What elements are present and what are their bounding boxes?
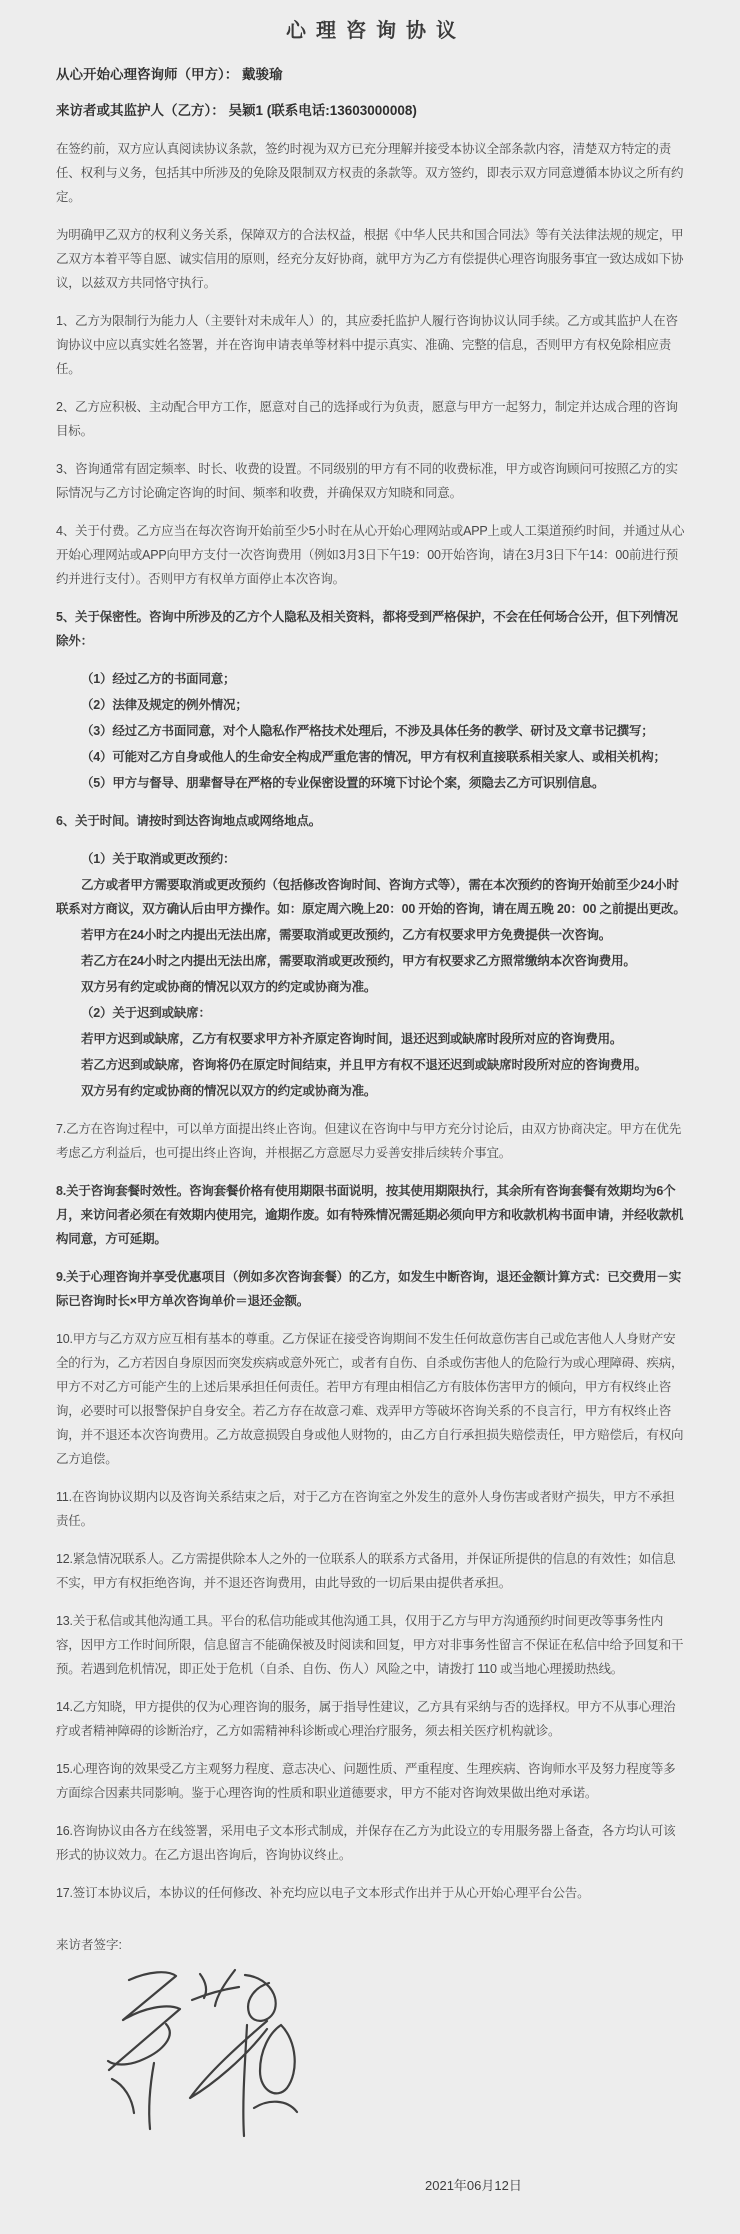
clause-6-cancel-heading: （1）关于取消或更改预约： (81, 852, 236, 866)
signature-ink-strokes (96, 1967, 311, 2149)
clause-5-item-1: （1）经过乙方的书面同意； (81, 672, 236, 686)
party-b-line: 来访者或其监护人（乙方）： 吴颖1 (联系电话:13603000008) (56, 103, 417, 118)
signature-label: 来访者签字: (56, 1938, 122, 1952)
clause-2: 2、乙方应积极、主动配合甲方工作，愿意对自己的选择或行为负责，愿意与甲方一起努力，制定并达成合理的咨询目标。 (56, 400, 678, 438)
clause-5-item-2: （2）法律及规定的例外情况； (81, 698, 248, 712)
clause-11: 11.在咨询协议期内以及咨询关系结束之后，对于乙方在咨询室之外发生的意外人身伤害或者财产损失，甲方不承担责任。 (56, 1490, 675, 1528)
clause-6-late-party-a: 若甲方迟到或缺席，乙方有权要求甲方补齐原定咨询时间，退还迟到或缺席时段所对应的咨询费用。 (81, 1032, 623, 1046)
clause-5-item-3: （3）经过乙方书面同意，对个人隐私作严格技术处理后，不涉及具体任务的教学、研讨及文章书记撰写； (81, 724, 654, 738)
clause-7: 7.乙方在咨询过程中，可以单方面提出终止咨询。但建议在咨询中与甲方充分讨论后，由双方协商决定。甲方在优先考虑乙方利益后，也可提出终止咨询，并根据乙方意愿尽力妥善安排后续转介事宜。 (56, 1122, 682, 1160)
clause-6-late-heading: （2）关于迟到或缺席： (81, 1006, 211, 1020)
clause-9: 9.关于心理咨询并享受优惠项目（例如多次咨询套餐）的乙方，如发生中断咨询，退还金额计算方式：已交费用－实际已咨询时长×甲方单次咨询单价＝退还金额。 (56, 1270, 682, 1308)
clause-10: 10.甲方与乙方双方应互相有基本的尊重。乙方保证在接受咨询期间不发生任何故意伤害自己或危害他人人身财产安全的行为，乙方若因自身原因而突发疾病或意外死亡，或者有自伤、自杀或伤害他人的危险行为或心理障碍、疾病，甲方不对乙方可能产生的上述后果承担任何责任。若甲方有理由相信乙方有肢体伤害甲方的倾向，甲方有权终止咨询，必要时可以报警保护自身安全。若乙方存在故意刁难、戏弄甲方等破坏咨询关系的不良言行，甲方有权终止咨询，并不退还本次咨询费用。乙方故意损毁自身或他人财物的，由乙方自行承担损失赔偿责任，甲方赔偿后，有权向乙方追偿。 (56, 1332, 684, 1466)
intro-paragraph-1: 在签约前，双方应认真阅读协议条款，签约时视为双方已充分理解并接受本协议全部条款内容，清楚双方特定的责任、权利与义务，包括其中所涉及的免除及限制双方权责的条款等。双方签约，即表示双方同意遵循本协议之所有约定。 (56, 142, 684, 204)
clause-5-item-4: （4）可能对乙方自身或他人的生命安全构成严重危害的情况，甲方有权利直接联系相关家人、或相关机构； (81, 750, 666, 764)
clause-12: 12.紧急情况联系人。乙方需提供除本人之外的一位联系人的联系方式备用，并保证所提供的信息的有效性；如信息不实，甲方有权拒绝咨询，并不退还咨询费用，由此导致的一切后果由提供者承担。 (56, 1552, 676, 1590)
clause-16: 16.咨询协议由各方在线签署，采用电子文本形式制成，并保存在乙方为此设立的专用服务器上备查，各方均认可该形式的协议效力。在乙方退出咨询后，咨询协议终止。 (56, 1824, 676, 1862)
clause-3: 3、咨询通常有固定频率、时长、收费的设置。不同级别的甲方有不同的收费标准，甲方或咨询顾问可按照乙方的实际情况与乙方讨论确定咨询的时间、频率和收费，并确保双方知晓和同意。 (56, 462, 678, 500)
page-title: 心理咨询协议 (286, 20, 466, 42)
clause-4: 4、关于付费。乙方应当在每次咨询开始前至少5小时在从心开始心理网站或APP上或人工渠道预约时间，并通过从心开始心理网站或APP向甲方支付一次咨询费用（例如3月3日下午19：00开始咨询，请在3月3日下午14：00前进行预约并进行支付）。否则甲方有权单方面停止本次咨询。 (56, 524, 685, 586)
clause-6-time: 6、关于时间。请按时到达咨询地点或网络地点。 (56, 814, 322, 828)
clause-6-cancel-rule: 乙方或者甲方需要取消或更改预约（包括修改咨询时间、咨询方式等），需在本次预约的咨询开始前至少24小时联系对方商议，双方确认后由甲方操作。如：原定周六晚上20：00 开始的咨询，请在周五晚 20：00 之前提出更改。 (56, 878, 686, 916)
clause-17: 17.签订本协议后，本协议的任何修改、补充均应以电子文本形式作出并于从心开始心理平台公告。 (56, 1886, 590, 1900)
clause-8: 8.关于咨询套餐时效性。咨询套餐价格有使用期限书面说明，按其使用期限执行，其余所有咨询套餐有效期均为6个月，来访问者必须在有效期内使用完，逾期作废。如有特殊情况需延期必须向甲方和收款机构书面申请，并经收款机构同意，方可延期。 (56, 1184, 684, 1246)
clause-13: 13.关于私信或其他沟通工具。平台的私信功能或其他沟通工具，仅用于乙方与甲方沟通预约时间更改等事务性内容，因甲方工作时间所限，信息留言不能确保被及时阅读和回复，甲方对非事务性留言不保证在私信中给予回复和干预。若遇到危机情况，即正处于危机（自杀、自伤、伤人）风险之中，请拨打 110 或当地心理援助热线。 (56, 1614, 684, 1676)
clause-14: 14.乙方知晓，甲方提供的仅为心理咨询的服务，属于指导性建议，乙方具有采纳与否的选择权。甲方不从事心理治疗或者精神障碍的诊断治疗，乙方如需精神科诊断或心理治疗服务，须去相关医疗机构就诊。 (56, 1700, 676, 1738)
agreement-body (56, 137, 686, 1905)
clause-15: 15.心理咨询的效果受乙方主观努力程度、意志决心、问题性质、严重程度、生理疾病、咨询师水平及努力程度等多方面综合因素共同影响。鉴于心理咨询的性质和职业道德要求，甲方不能对咨询效果做出绝对承诺。 (56, 1762, 676, 1800)
clause-6-late-other: 双方另有约定或协商的情况以双方的约定或协商为准。 (81, 1084, 377, 1098)
clause-6-cancel-party-a: 若甲方在24小时之内提出无法出席，需要取消或更改预约，乙方有权要求甲方免费提供一次咨询。 (81, 928, 612, 942)
clause-6-cancel-other: 双方另有约定或协商的情况以双方的约定或协商为准。 (81, 980, 377, 994)
signature-date: 2021年06月12日 (425, 2178, 522, 2193)
visitor-signature (96, 1967, 686, 2149)
clause-5-item-5: （5）甲方与督导、朋辈督导在严格的专业保密设置的环境下讨论个案，须隐去乙方可识别信息。 (81, 776, 605, 790)
intro-paragraph-2: 为明确甲乙双方的权利义务关系，保障双方的合法权益，根据《中华人民共和国合同法》等有关法律法规的规定，甲乙双方本着平等自愿、诚实信用的原则，经充分友好协商，就甲方为乙方有偿提供心理咨询服务事宜一致达成如下协议，以兹双方共同恪守执行。 (56, 228, 684, 290)
clause-5-confidentiality: 5、关于保密性。咨询中所涉及的乙方个人隐私及相关资料，都将受到严格保护，不会在任何场合公开，但下列情况除外： (56, 610, 678, 648)
clause-1: 1、乙方为限制行为能力人（主要针对未成年人）的，其应委托监护人履行咨询协议认同手续。乙方或其监护人在咨询协议中应以真实姓名签署，并在咨询申请表单等材料中提示真实、准确、完整的信息，否则甲方有权免除相应责任。 (56, 314, 678, 376)
party-a-line: 从心开始心理咨询师（甲方）： 戴骏瑜 (56, 67, 283, 82)
clause-6-late-party-b: 若乙方迟到或缺席，咨询将仍在原定时间结束，并且甲方有权不退还迟到或缺席时段所对应的咨询费用。 (81, 1058, 647, 1072)
clause-6-cancel-party-b: 若乙方在24小时之内提出无法出席，需要取消或更改预约，甲方有权要求乙方照常缴纳本次咨询费用。 (81, 954, 636, 968)
